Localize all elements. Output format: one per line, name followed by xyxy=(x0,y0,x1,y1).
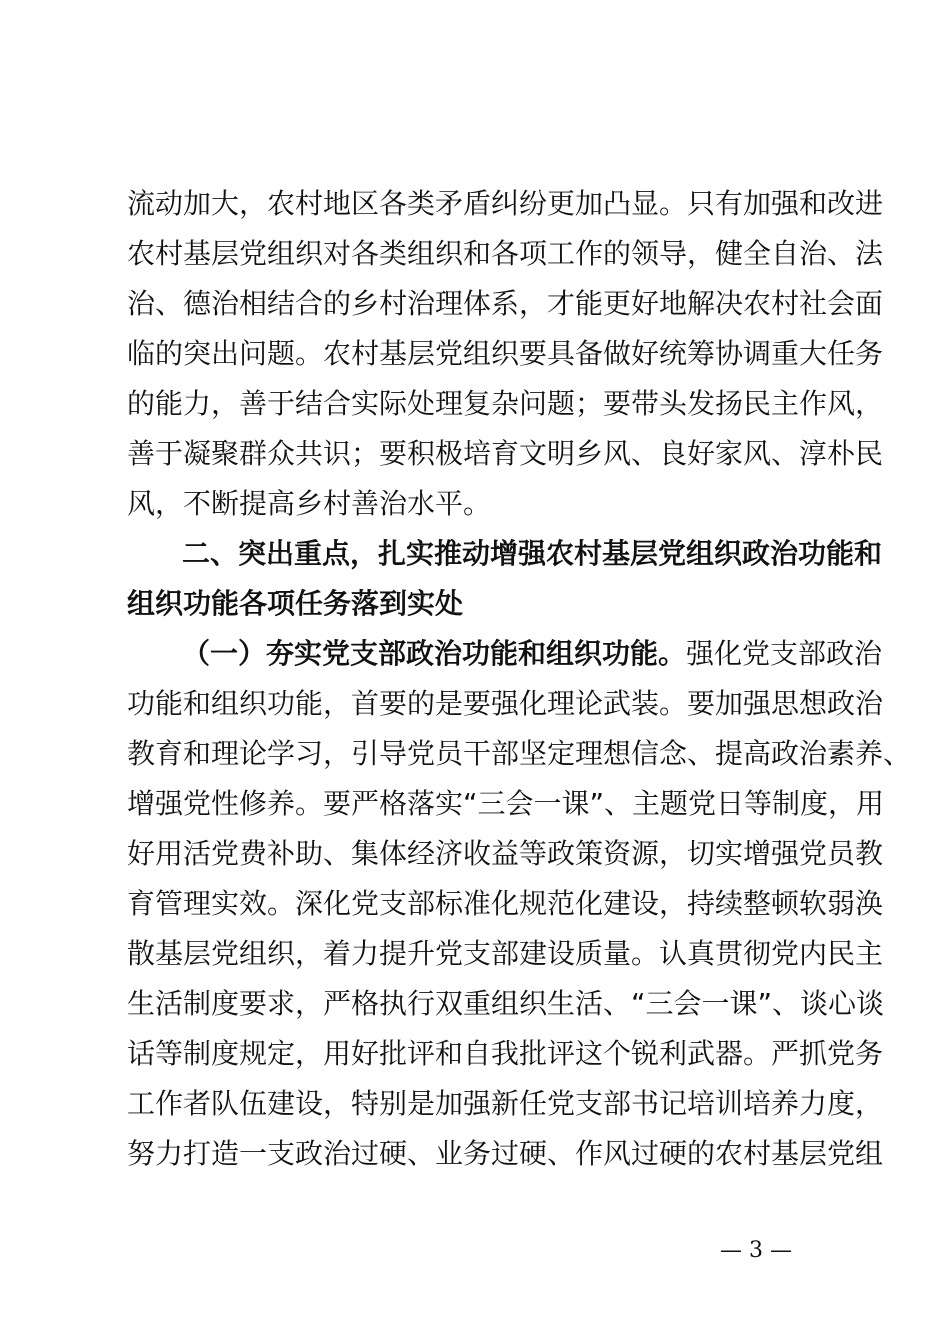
body-line: 散基层党组织，着力提升党支部建设质量。认真贯彻党内民主 xyxy=(127,937,884,970)
section-heading-continued: 组织功能各项任务落到实处 xyxy=(127,587,464,620)
body-line: 好用活党费补助、集体经济收益等政策资源，切实增强党员教 xyxy=(127,837,884,870)
section-heading: 二、突出重点，扎实推动增强农村基层党组织政治功能和 xyxy=(182,537,883,570)
body-line: 治、德治相结合的乡村治理体系，才能更好地解决农村社会面 xyxy=(127,287,884,320)
subheading-title: （一）夯实党支部政治功能和组织功能。 xyxy=(182,637,687,670)
body-line: 话等制度规定，用好批评和自我批评这个锐利武器。严抓党务 xyxy=(127,1037,884,1070)
body-line: 努力打造一支政治过硬、业务过硬、作风过硬的农村基层党组 xyxy=(127,1137,884,1170)
body-line: 工作者队伍建设，特别是加强新任党支部书记培训培养力度， xyxy=(127,1087,884,1120)
body-line: 农村基层党组织对各类组织和各项工作的领导，健全自治、法 xyxy=(127,237,884,270)
body-line: 增强党性修养。要严格落实“三会一课”、主题党日等制度，用 xyxy=(127,787,885,820)
body-line: 善于凝聚群众共识；要积极培育文明乡风、良好家风、淳朴民 xyxy=(127,437,884,470)
body-line: 教育和理论学习，引导党员干部坚定理想信念、提高政治素养、 xyxy=(127,737,912,770)
body-line: 流动加大，农村地区各类矛盾纠纷更加凸显。只有加强和改进 xyxy=(127,187,884,220)
body-line: 生活制度要求，严格执行双重组织生活、“三会一课”、谈心谈 xyxy=(127,987,885,1020)
page-number: — 3 — xyxy=(720,1238,792,1263)
subheading-line xyxy=(182,637,883,671)
body-line: 风，不断提高乡村善治水平。 xyxy=(127,487,492,520)
body-line: 的能力，善于结合实际处理复杂问题；要带头发扬民主作风， xyxy=(127,387,884,420)
body-line: 临的突出问题。农村基层党组织要具备做好统筹协调重大任务 xyxy=(127,337,884,370)
body-line: 育管理实效。深化党支部标准化规范化建设，持续整顿软弱涣 xyxy=(127,887,884,920)
subheading-text: 强化党支部政治 xyxy=(686,637,883,670)
body-line: 功能和组织功能，首要的是要强化理论武装。要加强思想政治 xyxy=(127,687,884,720)
